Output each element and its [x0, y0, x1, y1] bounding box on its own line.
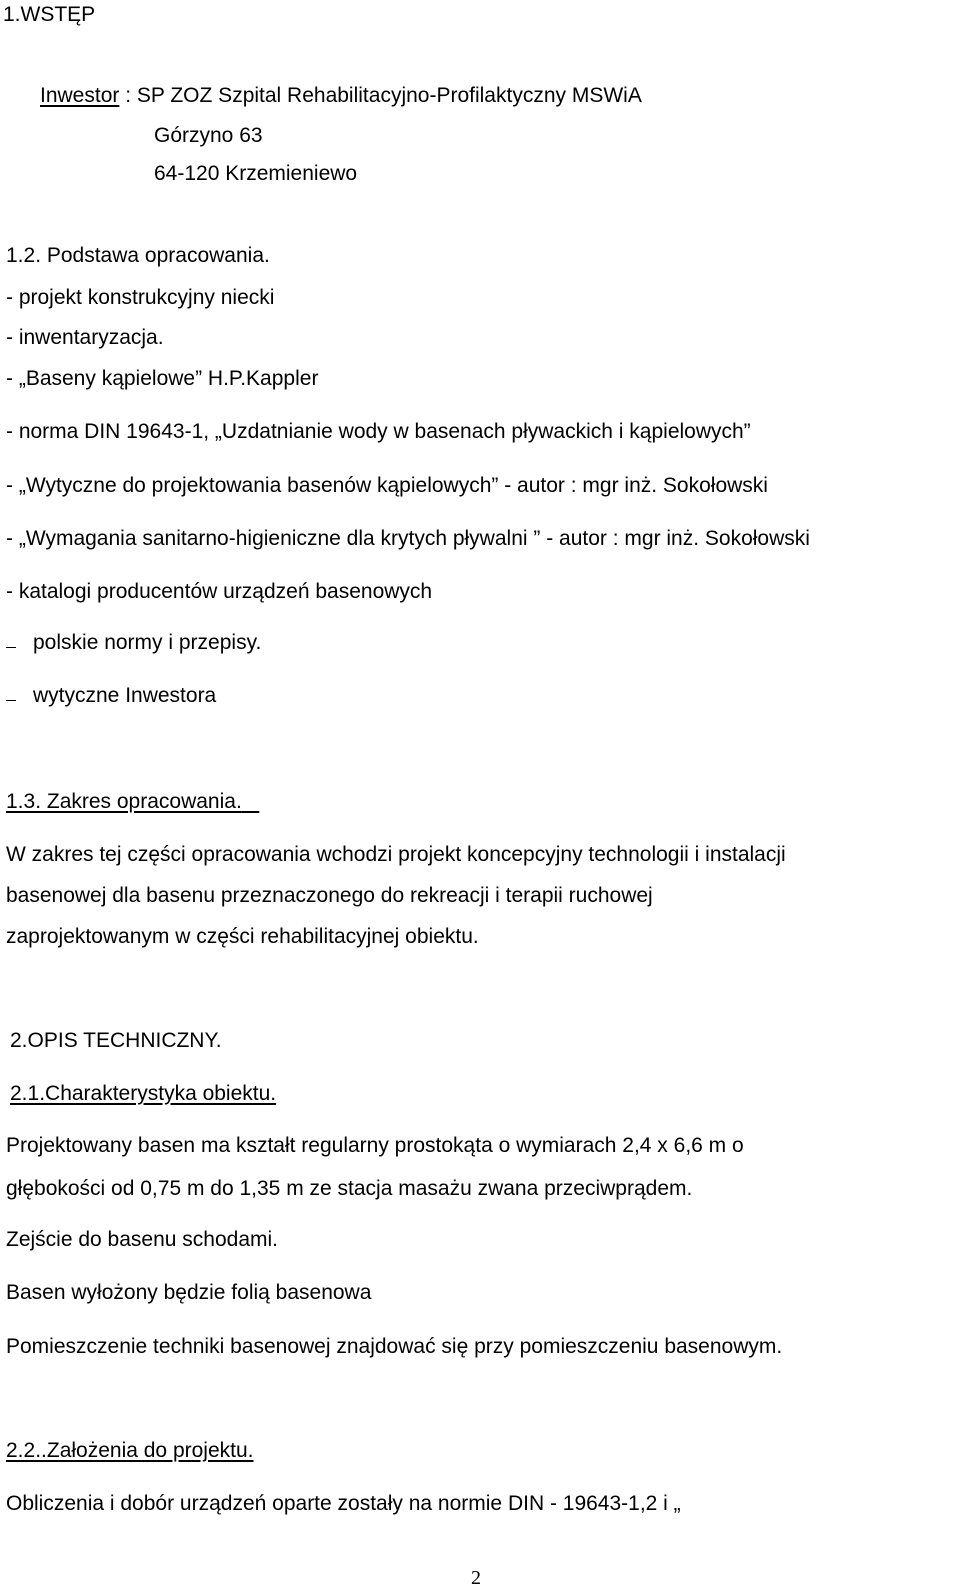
basis-item: - „Baseny kąpielowe” H.P.Kappler [6, 367, 319, 390]
basis-dash-item: polskie normy i przepisy. [33, 631, 262, 654]
assumptions-heading: 2.2..Założenia do projektu. [6, 1439, 254, 1462]
investor-separator: : [119, 84, 137, 107]
investor-name: SP ZOZ Szpital Rehabilitacyjno-Profilaktyczny MSWiA [136, 84, 642, 107]
scope-paragraph-line: zaprojektowanym w części rehabilitacyjnej obiektu. [6, 925, 479, 948]
technical-subheading: 2.1.Charakterystyka obiektu. [10, 1082, 277, 1105]
basis-heading: 1.2. Podstawa opracowania. [6, 244, 270, 267]
dash-bullet [6, 647, 16, 648]
technical-line: Pomieszczenie techniki basenowej znajdować się przy pomieszczeniu basenowym. [6, 1335, 783, 1358]
basis-item: - inwentaryzacja. [6, 326, 164, 349]
investor-label: Inwestor [40, 84, 120, 107]
basis-item: - „Wytyczne do projektowania basenów kąpielowych” - autor : mgr inż. Sokołowski [6, 474, 768, 497]
scope-heading: 1.3. Zakres opracowania. [6, 790, 242, 813]
section-heading-intro: 1.WSTĘP [3, 3, 96, 26]
basis-item: - norma DIN 19643-1, „Uzdatnianie wody w basenach pływackich i kąpielowych” [6, 420, 751, 443]
technical-line: głębokości od 0,75 m do 1,35 m ze stacja masażu zwana przeciwprądem. [6, 1177, 693, 1200]
assumptions-line: Obliczenia i dobór urządzeń oparte zostały na normie DIN - 19643-1,2 i „ [6, 1492, 681, 1515]
basis-dash-item: wytyczne Inwestora [33, 684, 217, 707]
technical-line: Projektowany basen ma kształt regularny prostokąta o wymiarach 2,4 x 6,6 m o [6, 1134, 744, 1157]
basis-item: - „Wymagania sanitarno-higieniczne dla krytych pływalni ” - autor : mgr inż. Sokołowski [6, 527, 810, 550]
dash-bullet [6, 700, 16, 701]
basis-item: - katalogi producentów urządzeń basenowych [6, 580, 433, 603]
investor-address-line1: Górzyno 63 [154, 124, 263, 147]
technical-heading: 2.OPIS TECHNICZNY. [10, 1029, 222, 1052]
scope-paragraph-line: basenowej dla basenu przeznaczonego do rekreacji i terapii ruchowej [6, 884, 653, 907]
technical-line: Basen wyłożony będzie folią basenowa [6, 1281, 372, 1304]
investor-line [40, 85, 642, 106]
scope-paragraph-line: W zakres tej części opracowania wchodzi projekt koncepcyjny technologii i instalacji [6, 843, 786, 866]
basis-item: - projekt konstrukcyjny niecki [6, 286, 275, 309]
page-number: 2 [471, 1567, 481, 1589]
technical-line: Zejście do basenu schodami. [6, 1228, 278, 1251]
investor-address-line2: 64-120 Krzemieniewo [154, 162, 358, 185]
